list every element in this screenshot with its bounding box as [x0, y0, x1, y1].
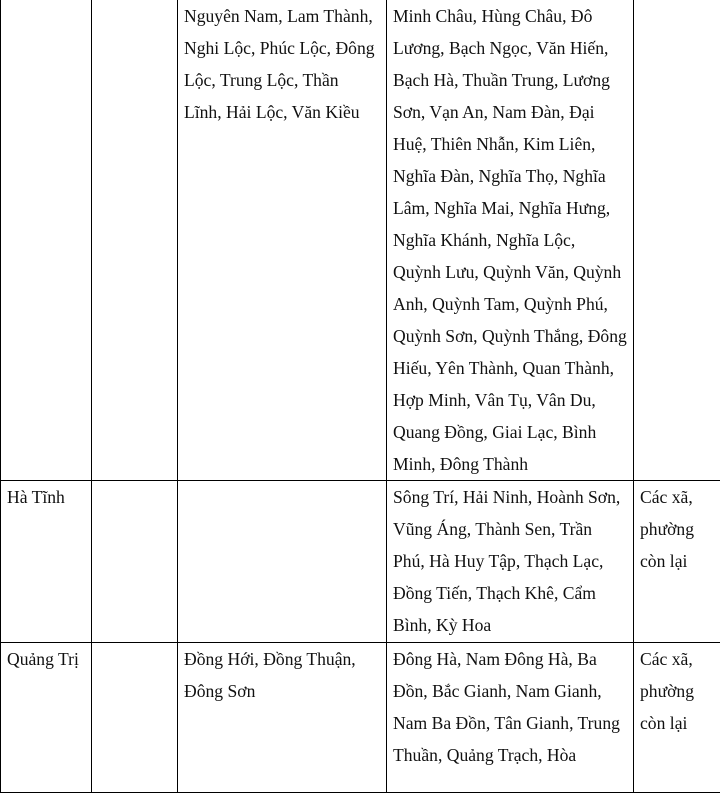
column-5-cell: Các xã, phường còn lại	[634, 643, 720, 793]
column-2-cell	[92, 481, 178, 643]
column-4-cell: Đông Hà, Nam Đông Hà, Ba Đồn, Bắc Gianh, Nam Gianh, Nam Ba Đồn, Tân Gianh, Trung Thuần, Quảng Trạch, Hòa	[387, 643, 634, 793]
table-row	[1, 0, 720, 481]
column-4-cell: Sông Trí, Hải Ninh, Hoành Sơn, Vũng Áng, Thành Sen, Trần Phú, Hà Huy Tập, Thạch Lạc, Đồng Tiến, Thạch Khê, Cẩm Bình, Kỳ Hoa	[387, 481, 634, 643]
column-3-cell: Nguyên Nam, Lam Thành, Nghi Lộc, Phúc Lộc, Đông Lộc, Trung Lộc, Thần Lĩnh, Hải Lộc, Văn Kiều	[178, 0, 387, 481]
column-5-cell: Các xã, phường còn lại	[634, 481, 720, 643]
province-cell: Hà Tĩnh	[1, 481, 92, 643]
column-5-cell	[634, 0, 720, 481]
column-2-cell	[92, 643, 178, 793]
table-row	[1, 481, 720, 643]
province-cell	[1, 0, 92, 481]
province-cell: Quảng Trị	[1, 643, 92, 793]
table-row	[1, 643, 720, 793]
column-4-cell: Minh Châu, Hùng Châu, Đô Lương, Bạch Ngọc, Văn Hiến, Bạch Hà, Thuần Trung, Lương Sơn, Vạn An, Nam Đàn, Đại Huệ, Thiên Nhẫn, Kim Liên, Nghĩa Đàn, Nghĩa Thọ, Nghĩa Lâm, Nghĩa Mai, Nghĩa Hưng, Nghĩa Khánh, Nghĩa Lộc, Quỳnh Lưu, Quỳnh Văn, Quỳnh Anh, Quỳnh Tam, Quỳnh Phú, Quỳnh Sơn, Quỳnh Thắng, Đông Hiếu, Yên Thành, Quan Thành, Hợp Minh, Vân Tụ, Vân Du, Quang Đồng, Giai Lạc, Bình Minh, Đông Thành	[387, 0, 634, 481]
column-3-cell: Đồng Hới, Đồng Thuận, Đông Sơn	[178, 643, 387, 793]
column-2-cell	[92, 0, 178, 481]
column-3-cell	[178, 481, 387, 643]
